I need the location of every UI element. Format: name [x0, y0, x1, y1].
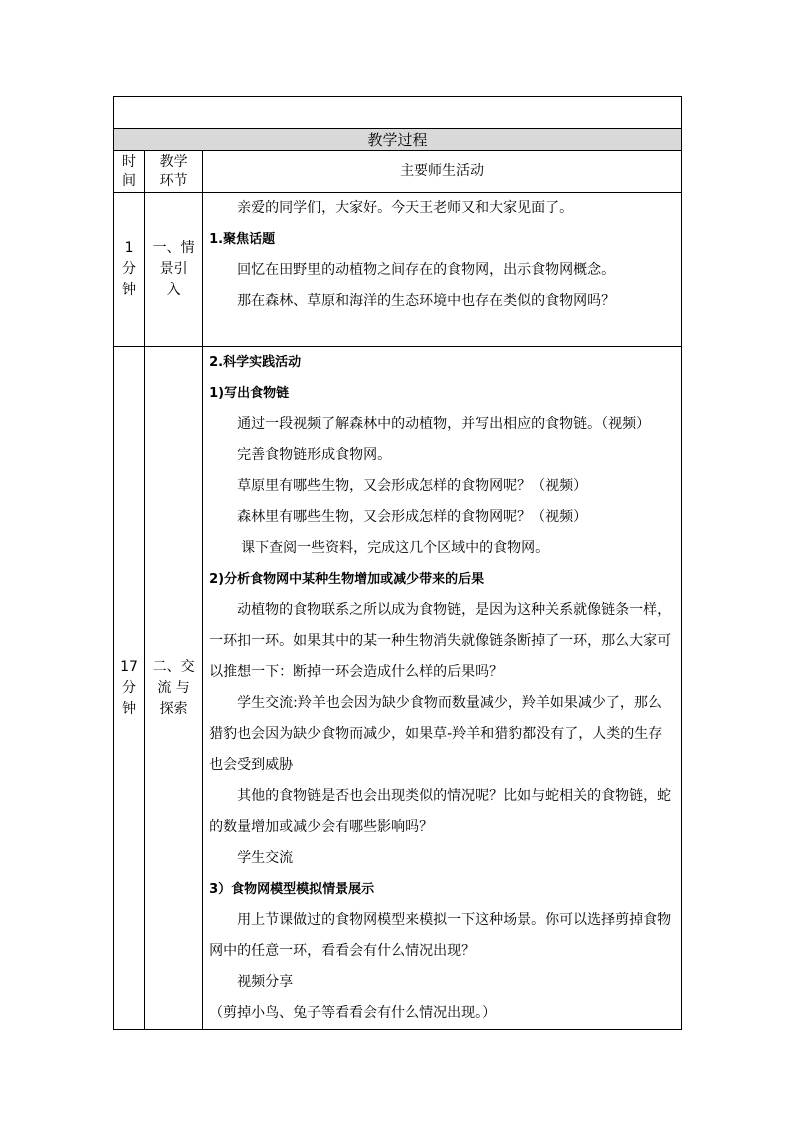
stage-line: 入 [166, 282, 181, 298]
activity-paragraph: 学生交流:羚羊也会因为缺少食物而数量减少，羚羊如果减少了，那么猎豹也会因为缺少食物而减少，如果草-羚羊和猎豹都没有了，人类的生存也会受到威胁 [209, 695, 663, 773]
time-line: 分 [122, 679, 137, 696]
stage-line: 流 与 [157, 679, 190, 696]
activity-cell [203, 193, 682, 347]
stage-cell [145, 193, 203, 347]
activity-heading: 3）食物网模型模拟情景展示 [209, 882, 375, 897]
activity-paragraph: 回忆在田野里的动植物之间存在的食物网，出示食物网概念。 [237, 262, 616, 278]
stage-line: 二、交 [152, 658, 195, 675]
table-row [114, 347, 682, 1030]
activity-paragraph: 森林里有哪些生物，又会形成怎样的食物网呢？（视频） [237, 509, 588, 525]
activity-paragraph: 亲爱的同学们，大家好。今天王老师又和大家见面了。 [237, 200, 574, 216]
time-line: 17 [120, 658, 138, 675]
activity-paragraph: 动植物的食物联系之所以成为食物链，是因为这种关系就像链条一样，一环扣一环。如果其中的某一种生物消失就像链条断掉了一环，那么大家可以推想一下：断掉一环会造成什么样的后果吗？ [209, 602, 672, 680]
activity-paragraph: 草原里有哪些生物，又会形成怎样的食物网呢？（视频） [237, 478, 588, 494]
lesson-plan-table [113, 96, 682, 1030]
stage-line: 探索 [159, 700, 188, 717]
time-line: 钟 [122, 700, 137, 717]
activity-paragraph: 学生交流 [237, 850, 294, 866]
header-time-line: 时 [122, 153, 137, 170]
activity-paragraph: （剪掉小鸟、兔子等看看会有什么情况出现。） [209, 1005, 497, 1021]
time-cell [114, 193, 145, 347]
header-time [114, 151, 145, 193]
header-time-line: 间 [122, 172, 137, 189]
activity-paragraph: 用上节课做过的食物网模型来模拟一下这种场景。你可以选择剪掉食物网中的任意一环，看看会有什么情况出现？ [209, 912, 672, 959]
activity-paragraph: 那在森林、草原和海洋的生态环境中也存在类似的食物网吗？ [237, 293, 616, 309]
activity-paragraph: 其他的食物链是否也会出现类似的情况呢？比如与蛇相关的食物链，蛇的数量增加或减少会有哪些影响吗？ [209, 788, 672, 835]
activity-paragraph: 通过一段视频了解森林中的动植物，并写出相应的食物链。（视频） [237, 416, 651, 432]
header-activity: 主要师生活动 [203, 151, 682, 193]
time-line: 1 [124, 240, 134, 256]
activity-heading: 1.聚焦话题 [209, 232, 276, 247]
stage-line: 景引 [159, 261, 188, 277]
header-stage [145, 151, 203, 193]
column-header-row [114, 151, 682, 193]
header-stage-line: 环节 [159, 172, 188, 189]
activity-heading: 1)写出食物链 [209, 386, 290, 401]
activity-cell [203, 347, 682, 1030]
activity-paragraph: 视频分享 [237, 974, 294, 990]
time-line: 分 [122, 261, 137, 277]
activity-paragraph: 完善食物链形成食物网。 [237, 447, 392, 463]
activity-heading: 2)分析食物网中某种生物增加或减少带来的后果 [209, 572, 485, 587]
activity-lines [209, 193, 675, 317]
stage-cell [145, 347, 203, 1030]
activity-paragraph: 课下查阅一些资料，完成这几个区域中的食物网。 [241, 540, 550, 556]
activity-heading: 2.科学实践活动 [209, 355, 302, 370]
section-title: 教学过程 [114, 129, 682, 151]
header-stage-line: 教学 [159, 153, 188, 170]
activity-lines [209, 347, 675, 1029]
time-line: 钟 [122, 282, 137, 298]
blank-header-row [114, 97, 682, 129]
table-row [114, 193, 682, 347]
blank-cell [114, 97, 682, 129]
time-cell [114, 347, 145, 1030]
stage-line: 一、情 [152, 240, 195, 256]
section-title-row [114, 129, 682, 151]
